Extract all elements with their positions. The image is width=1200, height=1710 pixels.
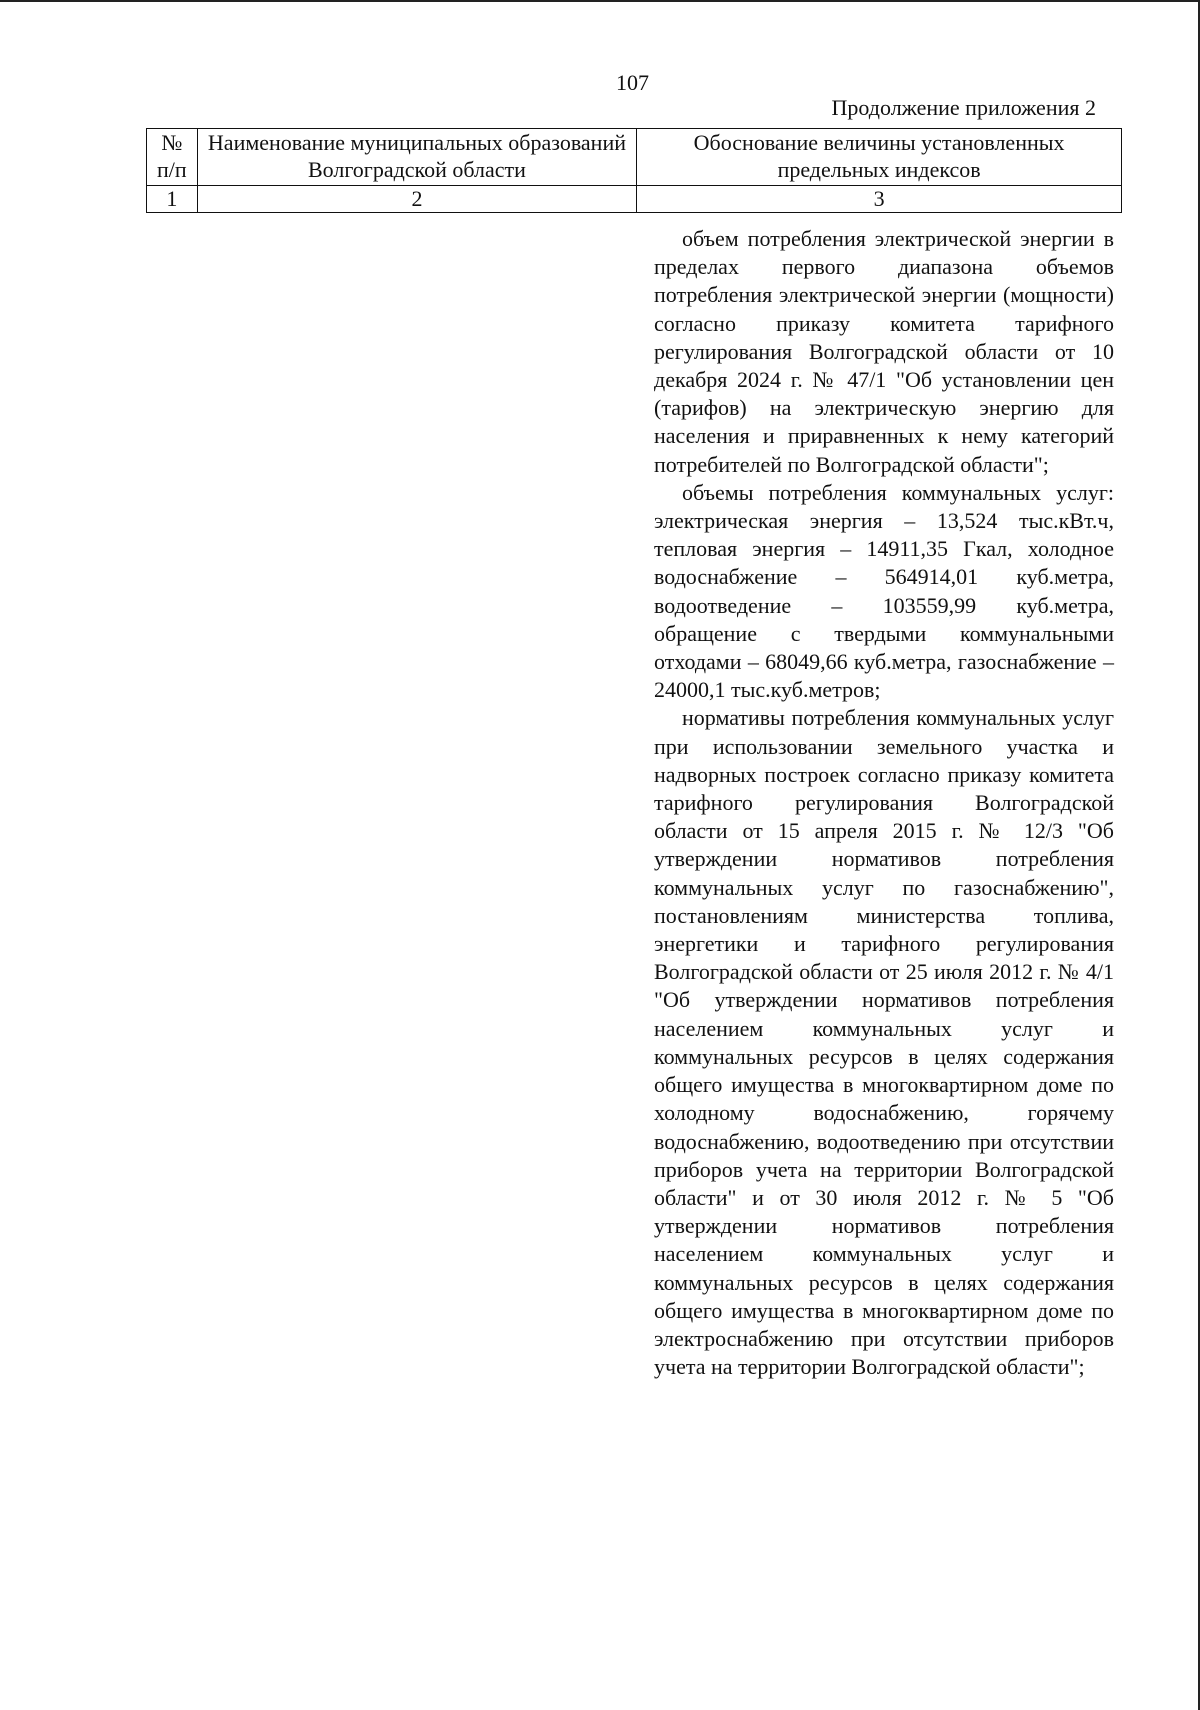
paragraph-consumption-norms: нормативы потребления коммунальных услуг при использовании земельного участка и надворных построек согласно приказу комитета тарифного регулирования Волгоградской области от 15 апреля 2015 г. № 12/3 "Об утверждении нормативов потребления коммунальных услуг по газоснабжению", постановлениям министерства топлива, энергетики и тарифного регулирования Волгоградской области от 25 июля 2012 г. № 4/1 "Об утверждении нормативов потребления населением коммунальных услуг и коммунальных ресурсов в целях содержания общего имущества в многоквартирном доме по холодному водоснабжению, горячему водоснабжению, водоотведению при отсутствии приборов учета на территории Волгоградской области" и от 30 июля 2012 г. № 5 "Об утверждении нормативов потребления населением коммунальных услуг и коммунальных ресурсов в целях содержания общего имущества в многоквартирном доме по электроснабжению при отсутствии приборов учета на территории Волгоградской области";	[654, 705, 1114, 1380]
paragraph-utility-volumes: объемы потребления коммунальных услуг: электрическая энергия – 13,524 тыс.кВт.ч, тепловая энергия – 14911,35 Гкал, холодное водоснабжение – 564914,01 куб.метра, водоотведение – 103559,99 куб.метра, обращение с твердыми коммунальными отходами – 68049,66 куб.метра, газоснабжение – 24000,1 тыс.куб.метров;	[654, 479, 1114, 703]
header-cell-municipality: Наименование муниципальных образований Волгоградской области	[197, 129, 636, 186]
column-number-1: 1	[147, 186, 198, 213]
justification-text	[654, 225, 1114, 1381]
scan-edge-top	[0, 0, 1200, 2]
table-header-row	[147, 129, 1122, 186]
header-table	[146, 128, 1122, 213]
table-column-numbers-row	[147, 186, 1122, 213]
column-number-3: 3	[637, 186, 1122, 213]
appendix-continuation-note: Продолжение приложения 2	[831, 95, 1096, 120]
paragraph-electricity-volume: объем потребления электрической энергии в пределах первого диапазона объемов потребления электрической энергии (мощности) согласно приказу комитета тарифного регулирования Волгоградской области от 10 декабря 2024 г. № 47/1 "Об установлении цен (тарифов) на электрическую энергию для населения и приравненных к нему категорий потребителей по Волгоградской области";	[654, 226, 1114, 477]
header-cell-number: № п/п	[147, 129, 198, 186]
page-number: 107	[616, 70, 649, 95]
header-cell-justification: Обоснование величины установленных предельных индексов	[637, 129, 1122, 186]
column-number-2: 2	[197, 186, 636, 213]
